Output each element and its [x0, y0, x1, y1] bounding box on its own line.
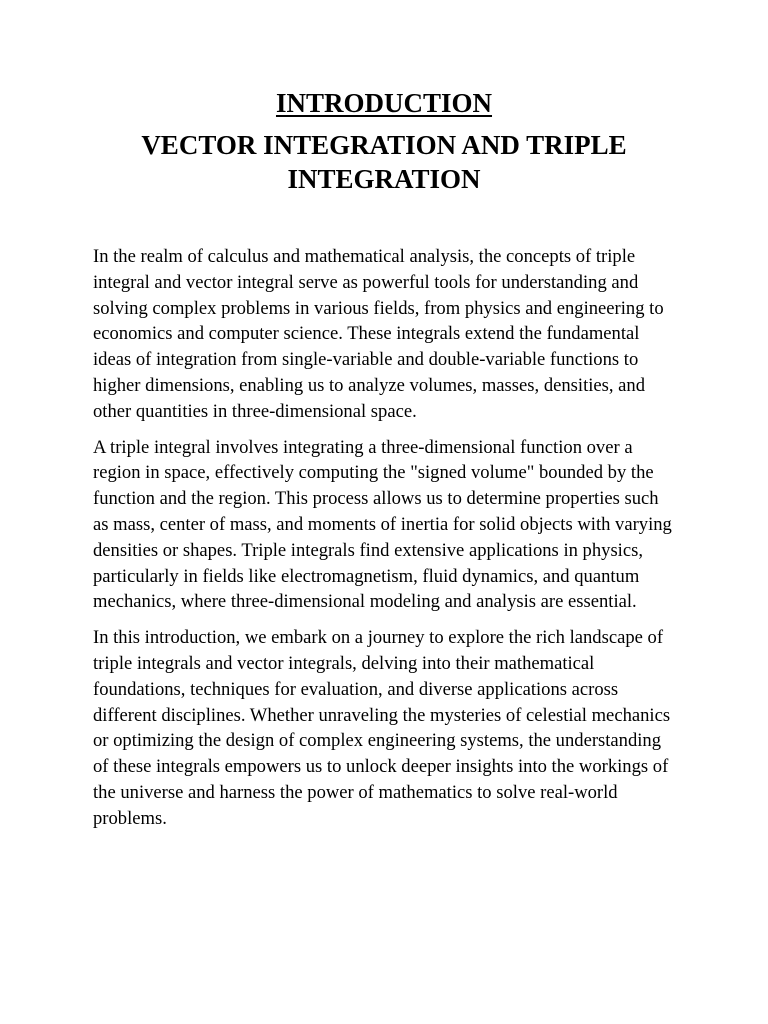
section-heading: INTRODUCTION: [275, 88, 493, 118]
paragraph-1: In the realm of calculus and mathematical analysis, the concepts of triple integral and vector integral serve as powerful tools for understanding and solving complex problems in various fields, from physics and engineering to economics and computer science. These integrals extend the fundamental ideas of integration from single-variable and double-variable functions to higher dimensions, enabling us to analyze volumes, masses, densities, and other quantities in three-dimensional space.: [93, 246, 664, 422]
paragraph-2: A triple integral involves integrating a three-dimensional function over a region in space, effectively computing the "signed volume" bounded by the function and the region. This process allows us to determine properties such as mass, center of mass, and moments of inertia for solid objects with varying densities or shapes. Triple integrals find extensive applications in physics, particularly in fields like electromagnetism, fluid dynamics, and quantum mechanics, where three-dimensional modeling and analysis are essential.: [93, 436, 672, 613]
document-body: [93, 244, 675, 842]
document-title: VECTOR INTEGRATION AND TRIPLE INTEGRATION: [141, 130, 627, 194]
paragraph-3: In this introduction, we embark on a journey to explore the rich landscape of triple integrals and vector integrals, delving into their mathematical foundations, techniques for evaluation, and diverse applications across different disciplines. Whether unraveling the mysteries of celestial mechanics or optimizing the design of complex engineering systems, the understanding of these integrals empowers us to unlock deeper insights into the workings of the universe and harness the power of mathematics to solve real-world problems.: [93, 627, 671, 829]
